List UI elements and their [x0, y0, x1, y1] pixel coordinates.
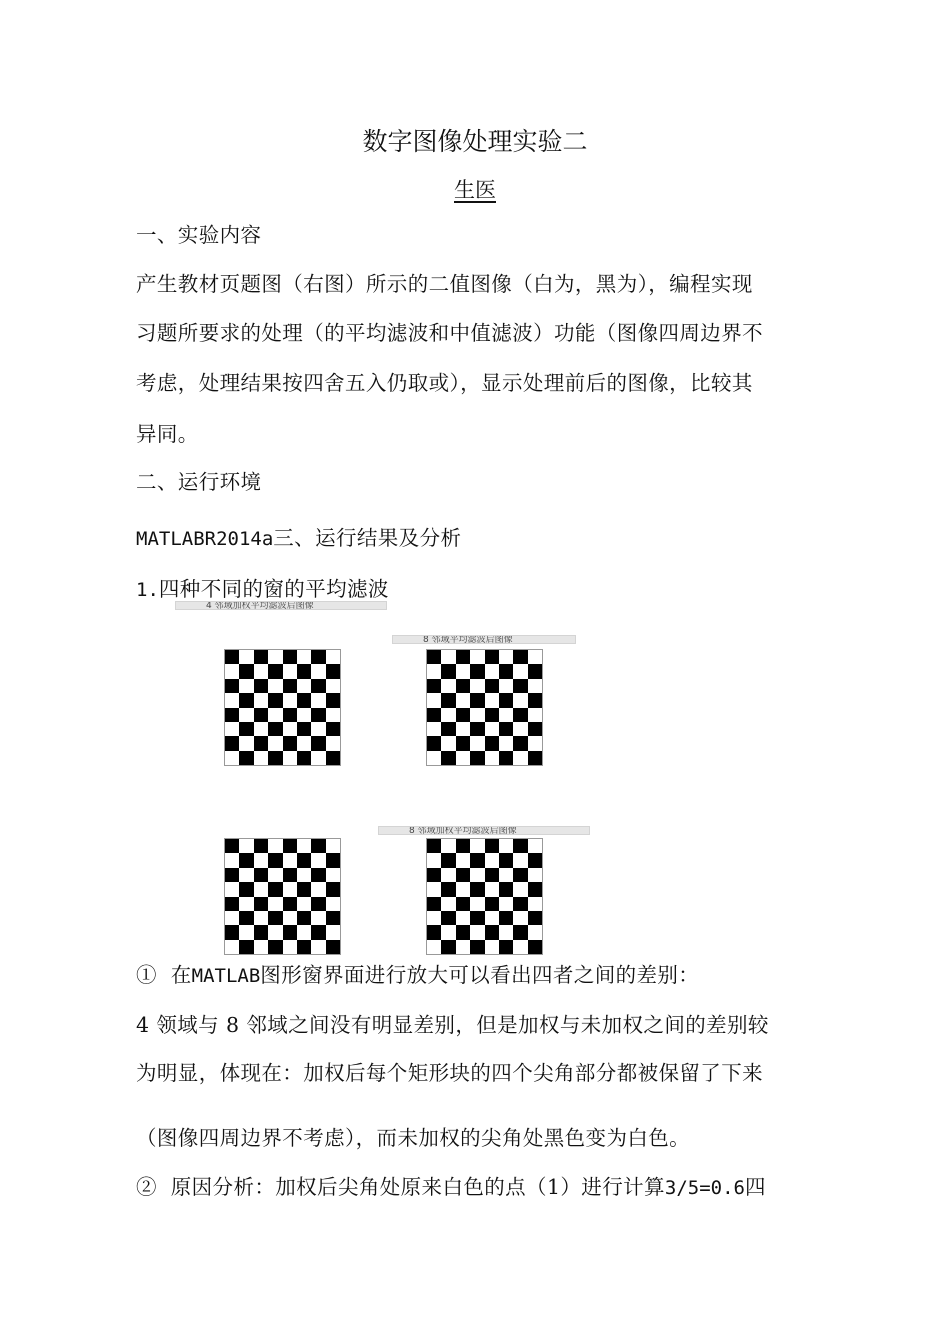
checker-cell — [268, 925, 282, 939]
checker-cell — [311, 853, 325, 867]
checker-cell — [499, 708, 513, 722]
checker-cell — [254, 736, 268, 750]
checker-cell — [499, 940, 513, 954]
checker-cell — [268, 751, 282, 765]
checker-cell — [268, 940, 282, 954]
checker-cell — [239, 853, 253, 867]
checker-cell — [456, 693, 470, 707]
checker-cell — [239, 679, 253, 693]
checker-cell — [485, 882, 499, 896]
section-heading-environment: 二、运行环境 — [136, 470, 262, 494]
checker-cell — [311, 882, 325, 896]
checker-cell — [427, 897, 441, 911]
checker-cell — [326, 736, 340, 750]
checker-cell — [499, 693, 513, 707]
checker-cell — [456, 839, 470, 853]
checker-cell — [441, 853, 455, 867]
checker-cell — [470, 911, 484, 925]
checker-cell — [254, 925, 268, 939]
checker-cell — [528, 722, 542, 736]
checker-cell — [326, 911, 340, 925]
checker-cell — [456, 664, 470, 678]
checker-cell — [470, 868, 484, 882]
checker-cell — [254, 839, 268, 853]
checker-cell — [513, 839, 527, 853]
checker-cell — [427, 650, 441, 664]
checker-cell — [239, 693, 253, 707]
checker-cell — [485, 751, 499, 765]
checker-cell — [441, 751, 455, 765]
checker-cell — [427, 751, 441, 765]
checker-cell — [254, 650, 268, 664]
checker-cell — [311, 839, 325, 853]
checker-cell — [326, 853, 340, 867]
checker-cell — [268, 882, 282, 896]
checker-cell — [326, 839, 340, 853]
checker-cell — [268, 853, 282, 867]
checker-cell — [528, 839, 542, 853]
checker-cell — [225, 897, 239, 911]
matlab-version: MATLABR2014a — [136, 528, 274, 550]
checker-cell — [513, 708, 527, 722]
checker-cell — [427, 736, 441, 750]
checker-cell — [225, 868, 239, 882]
circled-number-1: ① — [136, 963, 157, 987]
checker-cell — [470, 940, 484, 954]
checker-cell — [268, 708, 282, 722]
checker-cell — [311, 940, 325, 954]
checker-cell — [485, 708, 499, 722]
checker-cell — [456, 868, 470, 882]
checker-cell — [297, 940, 311, 954]
checker-cell — [268, 839, 282, 853]
environment-line — [136, 521, 461, 551]
checker-cell — [297, 693, 311, 707]
checker-cell — [239, 911, 253, 925]
paragraph-line: 产生教材页题图（右图）所示的二值图像（白为，黑为），编程实现 — [136, 272, 753, 296]
checker-cell — [254, 693, 268, 707]
checker-cell — [528, 868, 542, 882]
checker-cell — [528, 679, 542, 693]
checker-cell — [441, 664, 455, 678]
checker-cell — [441, 708, 455, 722]
checker-cell — [470, 839, 484, 853]
checker-cell — [311, 679, 325, 693]
checker-cell — [485, 736, 499, 750]
checker-cell — [470, 897, 484, 911]
checker-cell — [513, 940, 527, 954]
checker-cell — [283, 736, 297, 750]
checkerboard-image — [426, 838, 543, 955]
checker-cell — [311, 708, 325, 722]
checker-cell — [283, 911, 297, 925]
checker-cell — [239, 897, 253, 911]
checker-cell — [513, 693, 527, 707]
checker-cell — [427, 940, 441, 954]
checker-cell — [485, 664, 499, 678]
checker-cell — [470, 736, 484, 750]
checker-cell — [513, 679, 527, 693]
checker-cell — [225, 693, 239, 707]
paragraph-line: 考虑，处理结果按四舍五入仍取或），显示处理前后的图像，比较其 — [136, 371, 753, 395]
checker-cell — [311, 911, 325, 925]
checker-cell — [513, 736, 527, 750]
checker-cell — [427, 722, 441, 736]
checker-cell — [485, 722, 499, 736]
checker-cell — [427, 664, 441, 678]
checker-cell — [427, 679, 441, 693]
checker-cell — [485, 693, 499, 707]
checker-cell — [528, 736, 542, 750]
checker-cell — [456, 736, 470, 750]
checker-cell — [283, 882, 297, 896]
note-line: ② 原因分析：加权后尖角处原来白色的点（1）进行计算3/5=0.6四 — [136, 1175, 766, 1199]
checker-cell — [283, 853, 297, 867]
paragraph-line: 异同。 — [136, 422, 199, 446]
checker-cell — [470, 853, 484, 867]
checker-cell — [239, 751, 253, 765]
checker-cell — [499, 882, 513, 896]
checker-cell — [254, 853, 268, 867]
checker-cell — [225, 722, 239, 736]
checker-cell — [513, 751, 527, 765]
checker-cell — [311, 736, 325, 750]
checker-cell — [513, 925, 527, 939]
paragraph-line: （图像四周边界不考虑），而未加权的尖角处黑色变为白色。 — [136, 1126, 691, 1150]
checker-cell — [513, 897, 527, 911]
checkerboard-image — [426, 649, 543, 766]
checker-cell — [326, 708, 340, 722]
figure-caption: 8 邻域加权平均滤波后图像 — [378, 826, 590, 835]
checker-cell — [254, 940, 268, 954]
checker-cell — [499, 679, 513, 693]
section-heading-results: 三、运行结果及分析 — [273, 526, 462, 550]
checker-cell — [470, 751, 484, 765]
checker-cell — [268, 664, 282, 678]
checker-cell — [297, 911, 311, 925]
checker-cell — [427, 925, 441, 939]
checker-cell — [311, 650, 325, 664]
checker-cell — [283, 868, 297, 882]
checker-cell — [470, 664, 484, 678]
checker-cell — [499, 925, 513, 939]
checker-cell — [225, 679, 239, 693]
checker-cell — [311, 722, 325, 736]
checker-cell — [283, 708, 297, 722]
checker-cell — [499, 736, 513, 750]
checker-cell — [499, 897, 513, 911]
circled-number-2: ② — [136, 1175, 157, 1199]
checker-cell — [528, 882, 542, 896]
checker-cell — [283, 664, 297, 678]
checker-cell — [441, 868, 455, 882]
checker-cell — [268, 736, 282, 750]
checker-cell — [283, 679, 297, 693]
checker-cell — [326, 868, 340, 882]
checker-cell — [441, 882, 455, 896]
checker-cell — [254, 722, 268, 736]
checker-cell — [254, 708, 268, 722]
checker-cell — [528, 940, 542, 954]
checker-cell — [499, 911, 513, 925]
checker-cell — [326, 925, 340, 939]
checker-cell — [528, 925, 542, 939]
checker-cell — [283, 722, 297, 736]
checker-cell — [326, 679, 340, 693]
checker-cell — [441, 693, 455, 707]
checker-cell — [485, 911, 499, 925]
checker-cell — [239, 868, 253, 882]
checker-cell — [441, 911, 455, 925]
checker-cell — [225, 751, 239, 765]
checker-cell — [485, 868, 499, 882]
checker-cell — [326, 940, 340, 954]
checker-cell — [326, 664, 340, 678]
checker-cell — [326, 897, 340, 911]
checker-cell — [297, 708, 311, 722]
checkerboard-image — [224, 649, 341, 766]
checker-cell — [297, 897, 311, 911]
checker-cell — [470, 722, 484, 736]
checker-cell — [268, 911, 282, 925]
checker-cell — [513, 853, 527, 867]
checker-cell — [225, 839, 239, 853]
checker-cell — [485, 650, 499, 664]
checker-cell — [254, 897, 268, 911]
checker-cell — [225, 708, 239, 722]
checker-cell — [239, 940, 253, 954]
checker-cell — [225, 940, 239, 954]
checker-cell — [456, 722, 470, 736]
checker-cell — [499, 664, 513, 678]
checker-cell — [225, 925, 239, 939]
paragraph-line: 习题所要求的处理（的平均滤波和中值滤波）功能（图像四周边界不 — [136, 321, 763, 345]
checker-cell — [239, 722, 253, 736]
checker-cell — [225, 882, 239, 896]
checker-cell — [225, 853, 239, 867]
checker-cell — [470, 882, 484, 896]
checker-cell — [239, 925, 253, 939]
checker-cell — [326, 751, 340, 765]
checker-cell — [283, 897, 297, 911]
checker-cell — [485, 925, 499, 939]
checker-cell — [254, 664, 268, 678]
checker-cell — [283, 650, 297, 664]
page-title: 数字图像处理实验二 — [362, 127, 588, 156]
checker-cell — [499, 751, 513, 765]
checker-cell — [326, 650, 340, 664]
checker-cell — [268, 897, 282, 911]
checker-cell — [297, 925, 311, 939]
checker-cell — [456, 650, 470, 664]
checker-cell — [239, 839, 253, 853]
checker-cell — [456, 679, 470, 693]
checker-cell — [427, 693, 441, 707]
checker-cell — [528, 664, 542, 678]
checker-cell — [441, 925, 455, 939]
checker-cell — [297, 839, 311, 853]
checker-cell — [441, 679, 455, 693]
checker-cell — [297, 650, 311, 664]
checker-cell — [470, 693, 484, 707]
checker-cell — [225, 650, 239, 664]
checker-cell — [427, 839, 441, 853]
checker-cell — [283, 751, 297, 765]
checker-cell — [311, 897, 325, 911]
checker-cell — [528, 853, 542, 867]
checker-cell — [311, 925, 325, 939]
checker-cell — [239, 708, 253, 722]
checker-cell — [441, 839, 455, 853]
checker-cell — [485, 897, 499, 911]
checker-cell — [297, 868, 311, 882]
checker-cell — [441, 940, 455, 954]
checker-cell — [528, 751, 542, 765]
checker-cell — [225, 911, 239, 925]
subsection-heading: 1.四种不同的窗的平均滤波 — [136, 577, 389, 601]
checker-cell — [485, 853, 499, 867]
checker-cell — [456, 911, 470, 925]
checker-cell — [254, 751, 268, 765]
figure-caption: 8 邻域平均滤波后图像 — [392, 635, 576, 644]
checker-cell — [268, 650, 282, 664]
checker-cell — [456, 853, 470, 867]
checker-cell — [513, 882, 527, 896]
checker-cell — [254, 679, 268, 693]
checker-cell — [499, 853, 513, 867]
checker-cell — [311, 664, 325, 678]
checker-cell — [441, 650, 455, 664]
checker-cell — [239, 664, 253, 678]
checker-cell — [254, 882, 268, 896]
checker-cell — [254, 868, 268, 882]
checker-cell — [297, 722, 311, 736]
checker-cell — [499, 722, 513, 736]
checker-cell — [297, 664, 311, 678]
checker-cell — [239, 736, 253, 750]
page-subtitle: 生医 — [454, 178, 496, 202]
checker-cell — [427, 708, 441, 722]
checker-cell — [456, 882, 470, 896]
checker-cell — [513, 868, 527, 882]
checker-cell — [239, 650, 253, 664]
checker-cell — [427, 882, 441, 896]
checker-cell — [456, 925, 470, 939]
checker-cell — [528, 708, 542, 722]
checker-cell — [297, 679, 311, 693]
checker-cell — [311, 693, 325, 707]
checker-cell — [254, 911, 268, 925]
checker-cell — [427, 868, 441, 882]
checker-cell — [268, 693, 282, 707]
checker-cell — [513, 664, 527, 678]
checker-cell — [268, 679, 282, 693]
paragraph-line: 4 领域与 8 邻域之间没有明显差别，但是加权与未加权之间的差别较 — [136, 1013, 769, 1037]
checker-cell — [528, 650, 542, 664]
checker-cell — [239, 882, 253, 896]
checker-cell — [297, 751, 311, 765]
figure-caption: 4 邻域加权平均滤波后图像 — [175, 601, 387, 610]
checker-cell — [311, 868, 325, 882]
checker-cell — [268, 722, 282, 736]
checker-cell — [470, 679, 484, 693]
checker-cell — [499, 868, 513, 882]
checker-cell — [528, 897, 542, 911]
checker-cell — [311, 751, 325, 765]
checker-cell — [326, 882, 340, 896]
checker-cell — [225, 664, 239, 678]
checker-cell — [485, 839, 499, 853]
checker-cell — [283, 940, 297, 954]
checker-cell — [513, 722, 527, 736]
checker-cell — [470, 708, 484, 722]
checker-cell — [297, 853, 311, 867]
checker-cell — [456, 897, 470, 911]
checker-cell — [528, 911, 542, 925]
checker-cell — [456, 708, 470, 722]
checker-cell — [456, 940, 470, 954]
checker-cell — [326, 693, 340, 707]
checker-cell — [225, 736, 239, 750]
checkerboard-image — [224, 838, 341, 955]
checker-cell — [456, 751, 470, 765]
paragraph-line: 为明显，体现在：加权后每个矩形块的四个尖角部分都被保留了下来 — [136, 1061, 763, 1085]
checker-cell — [528, 693, 542, 707]
checker-cell — [499, 839, 513, 853]
note-line: ① 在MATLAB图形窗界面进行放大可以看出四者之间的差别： — [136, 963, 700, 987]
checker-cell — [427, 911, 441, 925]
checker-cell — [485, 940, 499, 954]
checker-cell — [513, 650, 527, 664]
checker-cell — [470, 650, 484, 664]
checker-cell — [441, 736, 455, 750]
checker-cell — [485, 679, 499, 693]
checker-cell — [513, 911, 527, 925]
checker-cell — [283, 925, 297, 939]
checker-cell — [499, 650, 513, 664]
checker-cell — [470, 925, 484, 939]
checker-cell — [441, 897, 455, 911]
checker-cell — [326, 722, 340, 736]
checker-cell — [283, 693, 297, 707]
checker-cell — [283, 839, 297, 853]
checker-cell — [297, 736, 311, 750]
checker-cell — [297, 882, 311, 896]
checker-cell — [441, 722, 455, 736]
section-heading-content: 一、实验内容 — [136, 223, 262, 247]
checker-cell — [268, 868, 282, 882]
checker-cell — [427, 853, 441, 867]
